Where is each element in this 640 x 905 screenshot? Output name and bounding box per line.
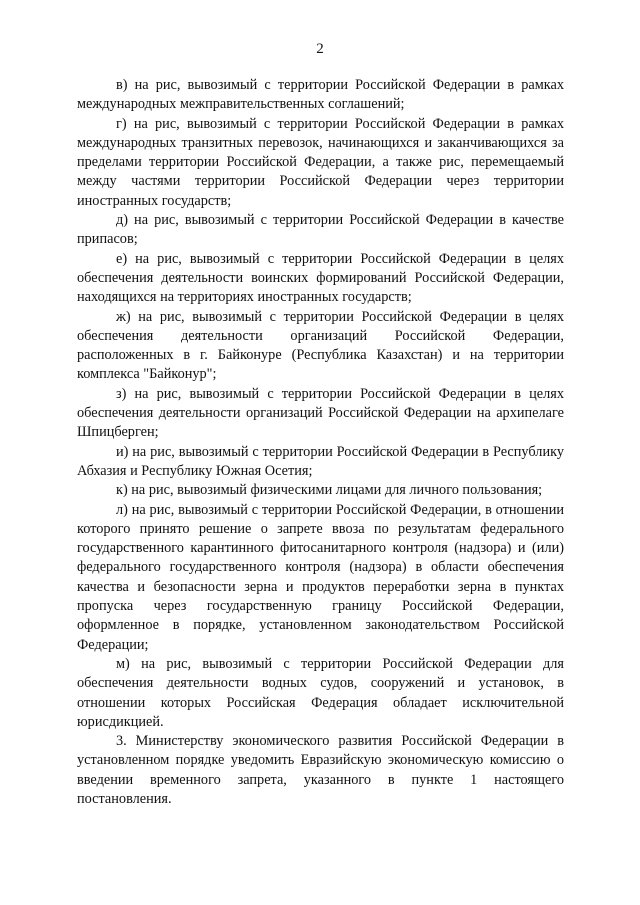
paragraph-d: д) на рис, вывозимый с территории Российской Федерации в качестве припасов; xyxy=(77,212,564,248)
paragraph-m: м) на рис, вывозимый с территории Российской Федерации для обеспечения деятельности водных судов, сооружений и установок, в отношении которых Российская Федерация обладает исключительной юрисдикцией. xyxy=(77,655,564,730)
paragraph-i: и) на рис, вывозимый с территории Российской Федерации в Республику Абхазия и Республику Южная Осетия; xyxy=(77,443,564,479)
paragraph-zh: ж) на рис, вывозимый с территории Российской Федерации в целях обеспечения деятельности организаций Российской Федерации, расположенных в г. Байконуре (Республика Казахстан) и на территории комплекса "Байконур"; xyxy=(77,308,564,383)
paragraph-z: з) на рис, вывозимый с территории Российской Федерации в целях обеспечения деятельности организаций Российской Федерации на архипелаге Шпицберген; xyxy=(77,385,564,441)
paragraph-k: к) на рис, вывозимый физическими лицами для личного пользования; xyxy=(116,482,543,499)
paragraph-item-3: 3. Министерству экономического развития Российской Федерации в установленном порядке уведомить Евразийскую экономическую комиссию о введении временного запрета, указанного в пункте 1 настоящего постановления. xyxy=(77,733,564,807)
document-body xyxy=(77,76,564,809)
paragraph-e: е) на рис, вывозимый с территории Российской Федерации в целях обеспечения деятельности воинских формирований Российской Федерации, находящихся на территориях иностранных государств; xyxy=(77,250,564,306)
paragraph-l: л) на рис, вывозимый с территории Российской Федерации, в отношении которого принято решение о запрете ввоза по результатам федерального государственного карантинного фитосанитарного контроля (надзора) и (или) федерального государственного контроля (надзора) в области обеспечения качества и безопасности зерна и продуктов переработки зерна в пунктах пропуска через государственную границу Российской Федерации, оформленное в порядке, установленном законодательством Российской Федерации; xyxy=(77,501,564,653)
page-number: 2 xyxy=(316,41,324,57)
paragraph-g: г) на рис, вывозимый с территории Российской Федерации в рамках международных транзитных перевозок, начинающихся и заканчивающихся за пределами территории Российской Федерации, а также рис, перемещаемый между частями территории Российской Федерации через территории иностранных государств; xyxy=(77,115,564,209)
paragraph-v: в) на рис, вывозимый с территории Российской Федерации в рамках международных межправительственных соглашений; xyxy=(77,77,564,113)
